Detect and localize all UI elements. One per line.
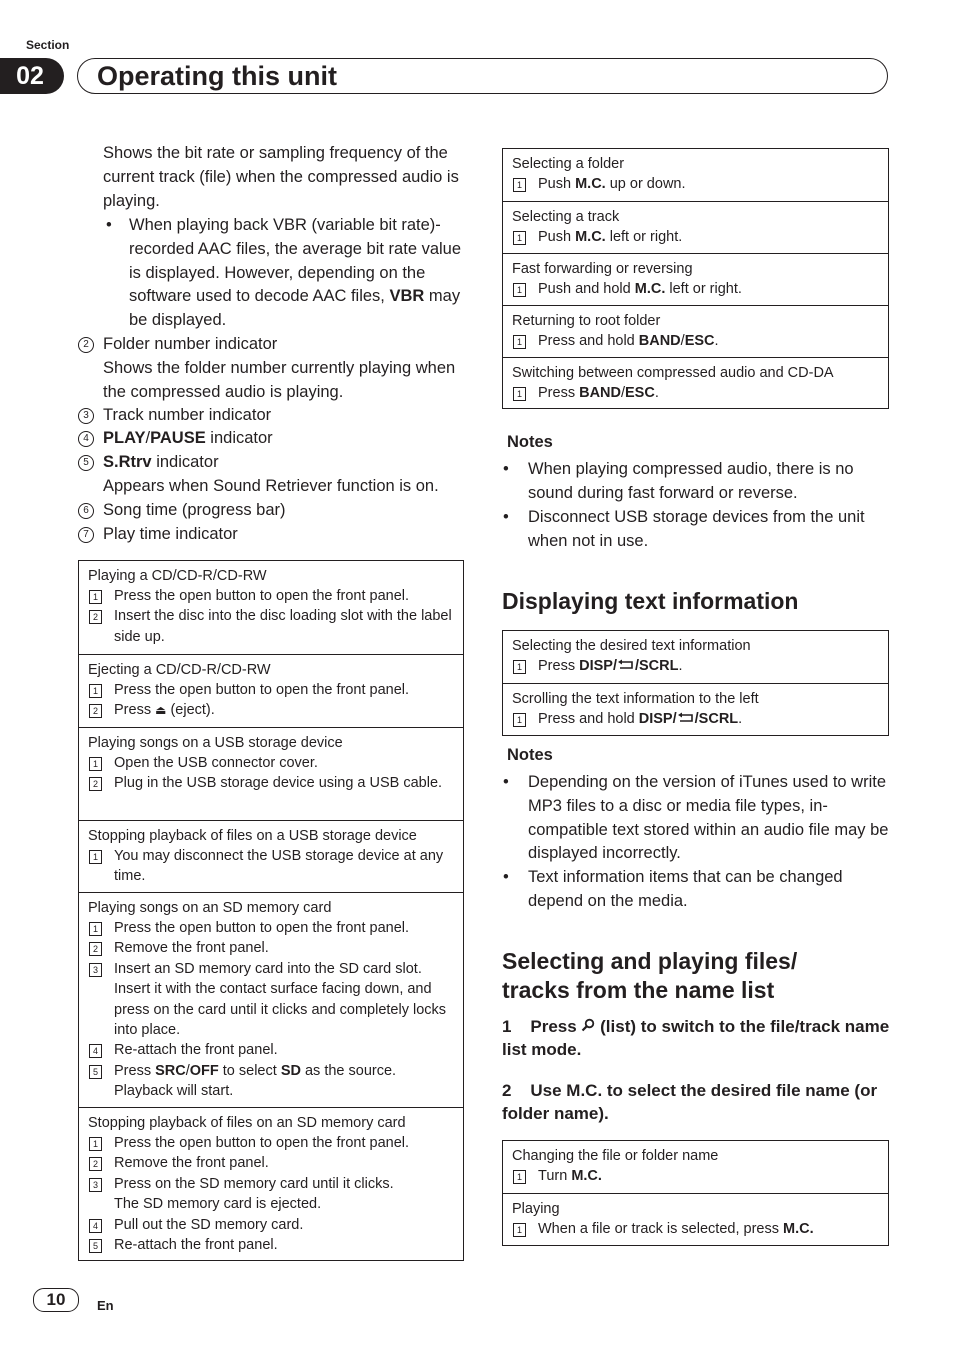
section-heading: Selecting and playing files/ tracks from the name list [502, 948, 798, 1003]
search-icon [581, 1017, 595, 1036]
procedure-step: 3 Insert an SD memory card into the SD card slot. Insert it with the contact surface facing down, and press on the card until it clicks and completely locks into place. [88, 959, 455, 1041]
step-number: 1 [89, 1137, 102, 1151]
procedure-root-folder [503, 305, 888, 357]
step-number: 1 [89, 757, 102, 771]
step-number: 1 [513, 713, 526, 727]
procedure-box-name-list [502, 1140, 889, 1246]
step-number: 4 [89, 1044, 102, 1058]
procedure-step: 5 Press SRC/OFF to select SD as the source. Playback will start. [88, 1061, 455, 1102]
procedure-title: Scrolling the text information to the left [512, 691, 759, 707]
procedure-title: Changing the file or folder name [512, 1148, 719, 1164]
step-number: 1 [89, 684, 102, 698]
procedure-step: 1 Press the open button to open the front panel. [88, 680, 455, 700]
procedure-step: 1 Open the USB connector cover. [88, 753, 455, 773]
indicator-number: 7 [78, 527, 94, 543]
indicator-number: 2 [78, 337, 94, 353]
procedure-step: 1 When a file or track is selected, press M.C. [512, 1219, 880, 1239]
step-number: 2 [89, 777, 102, 791]
indicator-label: S.Rtrv indicator [103, 453, 219, 471]
procedure-step: 4 Re-attach the front panel. [88, 1040, 455, 1060]
bullet-dot: • [503, 868, 509, 886]
procedure-step: 2 Plug in the USB storage device using a USB cable. [88, 773, 455, 793]
procedure-title: Selecting a track [512, 209, 620, 225]
step-number: 3 [89, 1178, 102, 1192]
procedure-step: 1 Press the open button to open the front panel. [88, 1133, 455, 1153]
step-number: 1 [513, 387, 526, 401]
procedure-title: Stopping playback of files on a USB storage device [88, 828, 417, 844]
procedure-title: Stopping playback of files on an SD memory card [88, 1115, 406, 1131]
procedure-box-right-playback [502, 148, 889, 409]
step-number: 1 [513, 178, 526, 192]
indicator-label: Folder number indicator [103, 335, 278, 353]
step-number: 2 [89, 704, 102, 718]
procedure-box-left [78, 560, 464, 1261]
procedure-select-folder [503, 149, 888, 201]
procedure-step: 2 Insert the disc into the disc loading slot with the label side up. [88, 606, 455, 647]
bullet-dot: • [106, 216, 112, 234]
step-number: 1 [89, 590, 102, 604]
procedure-step: 2 Remove the front panel. [88, 938, 455, 958]
intro-paragraph: Shows the bit rate or sampling frequency of the current track (file) when the compressed audio is playing. [103, 144, 459, 210]
step-number: 1 [513, 283, 526, 297]
indicator-label: Play time indicator [103, 525, 238, 543]
indicator-label: PLAY/PAUSE indicator [103, 429, 273, 447]
section-number-badge: 02 [0, 58, 64, 94]
indicator-number: 6 [78, 503, 94, 519]
step-number: 2 [89, 942, 102, 956]
step-number: 1 [513, 1223, 526, 1237]
procedure-scroll-text [503, 683, 888, 735]
bullet-dot: • [503, 773, 509, 791]
step-number: 1 [513, 335, 526, 349]
step-number: 5 [89, 1239, 102, 1253]
step-number: 4 [89, 1219, 102, 1233]
step-number: 1 [513, 660, 526, 674]
procedure-step: 1 Press and hold DISP/ /SCRL. [512, 709, 880, 729]
indicator-description: Appears when Sound Retriever function is on. [103, 477, 439, 495]
language-label: En [97, 1298, 114, 1313]
procedure-cd-play [79, 561, 463, 654]
step-number: 2 [89, 1157, 102, 1171]
indicator-label: Track number indicator [103, 406, 272, 424]
procedure-step: 1 You may disconnect the USB storage device at any time. [88, 846, 455, 887]
procedure-select-text [503, 631, 888, 683]
eject-icon: ⏏ [155, 703, 167, 718]
return-arrow-icon [677, 711, 695, 727]
procedure-title: Playing [512, 1201, 560, 1217]
procedure-step: 1 Push and hold M.C. left or right. [512, 279, 880, 299]
bullet-dot: • [503, 460, 509, 478]
vbr-note: When playing back VBR (variable bit rate)-recorded AAC files, the average bit rate value is displayed. However, depending on the software used to decode AAC files, VBR may be displayed. [129, 216, 462, 330]
notes-heading: Notes [507, 433, 553, 451]
note-item: When playing compressed audio, there is no sound during fast forward or reverse. [528, 460, 854, 502]
step-number: 1 [89, 850, 102, 864]
step-number: 1 [89, 922, 102, 936]
indicator-number: 4 [78, 431, 94, 447]
procedure-title: Selecting a folder [512, 156, 625, 172]
notes-heading: Notes [507, 746, 553, 764]
note-item: Disconnect USB storage devices from the unit when not in use. [528, 508, 865, 550]
indicator-number: 3 [78, 408, 94, 424]
procedure-change-name [503, 1141, 888, 1193]
note-item: Text information items that can be changed depend on the media. [528, 868, 843, 910]
procedure-step: 1 Press BAND/ESC. [512, 383, 880, 403]
page-number: 10 [33, 1288, 79, 1312]
procedure-step: 1 Press and hold BAND/ESC. [512, 331, 880, 351]
note-item: Depending on the version of iTunes used to write MP3 files to a disc or media file types, incompatible text stored within an audio file may be displayed incorrectly. [528, 773, 889, 863]
procedure-sd-stop [79, 1107, 463, 1259]
procedure-switch-audio [503, 357, 888, 408]
procedure-step: 1 Turn M.C. [512, 1166, 880, 1186]
procedure-step: 3 Press on the SD memory card until it clicks. The SD memory card is ejected. [88, 1174, 455, 1215]
procedure-playing [503, 1193, 888, 1245]
return-arrow-icon [617, 658, 635, 674]
step-number: 1 [513, 1170, 526, 1184]
step-number: 1 [513, 231, 526, 245]
procedure-title: Playing a CD/CD-R/CD-RW [88, 568, 267, 584]
procedure-fast-forward [503, 253, 888, 305]
procedure-box-text-info [502, 630, 889, 736]
section-heading: Displaying text information [502, 588, 799, 614]
procedure-step: 1 Press the open button to open the front panel. [88, 918, 455, 938]
procedure-usb-play [79, 727, 463, 820]
step-number: 2 [89, 610, 102, 624]
step-number: 3 [89, 963, 102, 977]
procedure-select-track [503, 201, 888, 253]
instruction-step-2: 2 Use M.C. to select the desired file name (or folder name). [502, 1081, 878, 1123]
procedure-step: 5 Re-attach the front panel. [88, 1235, 455, 1255]
indicator-number: 5 [78, 455, 94, 471]
procedure-usb-stop [79, 820, 463, 892]
step-number: 5 [89, 1065, 102, 1079]
procedure-title: Switching between compressed audio and CD-DA [512, 365, 834, 381]
procedure-sd-play [79, 892, 463, 1107]
procedure-step: 2 Remove the front panel. [88, 1153, 455, 1173]
procedure-step: 2 Press ⏏ (eject). [88, 700, 455, 720]
section-label: Section [26, 38, 70, 52]
indicator-description: Shows the folder number currently playing when the compressed audio is playing. [103, 359, 456, 401]
indicator-label: Song time (progress bar) [103, 501, 286, 519]
procedure-title: Returning to root folder [512, 313, 661, 329]
procedure-step: 1 Press DISP/ /SCRL. [512, 656, 880, 676]
procedure-title: Fast forwarding or reversing [512, 261, 693, 277]
procedure-step: 1 Push M.C. up or down. [512, 174, 880, 194]
bullet-dot: • [503, 508, 509, 526]
page-title: Operating this unit [97, 61, 337, 91]
procedure-title: Playing songs on an SD memory card [88, 900, 332, 916]
procedure-step: 1 Push M.C. left or right. [512, 227, 880, 247]
procedure-title: Playing songs on a USB storage device [88, 735, 343, 751]
procedure-title: Selecting the desired text information [512, 638, 751, 654]
procedure-step: 4 Pull out the SD memory card. [88, 1215, 455, 1235]
procedure-cd-eject [79, 654, 463, 727]
procedure-step: 1 Press the open button to open the front panel. [88, 586, 455, 606]
instruction-step-1: 1 Press (list) to switch to the file/track name list mode. [502, 1017, 890, 1059]
procedure-title: Ejecting a CD/CD-R/CD-RW [88, 662, 271, 678]
